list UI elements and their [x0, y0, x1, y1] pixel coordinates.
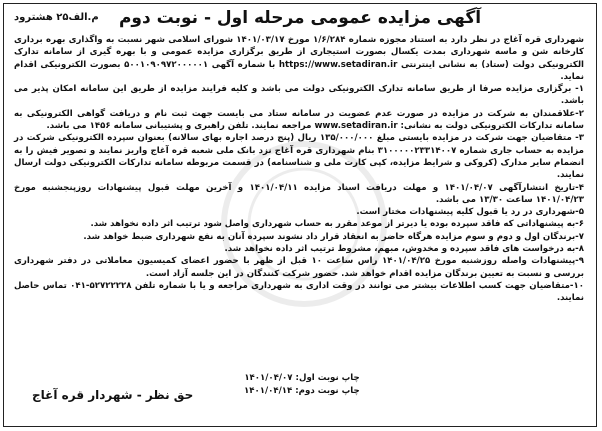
item-1: ۱- برگزاری مزایده صرفا از طریق سامانه تدارک الکترونیکی دولت می باشد و کلیه فرایند مزایده از طریق این سامانه امکان پذیر می باشد. [14, 84, 584, 107]
signature: حق نظر - شهردار قره آغاج [32, 388, 194, 402]
intro-paragraph [14, 34, 584, 83]
intro-end-text: با شماره آگهی ۵۰۰۱۰۹۰۹۷۲۰۰۰۰۰۱ بصورت الکترونیکی اقدام نماید. [14, 59, 584, 82]
item-7: ۷-برندگان اول و دوم و سوم مزایده هرگاه حاضر به انعقاد قرار داد نشوند سپرده آنان به نفع شهرداری ضبط خواهد شد. [83, 231, 584, 242]
item-8: ۸-به درخواست های فاقد سپرده و مخدوش، مبهم، مشروط ترتیب اثر داده نخواهد شد. [224, 244, 584, 255]
item-5: ۵-شهرداری در رد یا قبول کلیه پیشنهادات مختار است. [356, 207, 584, 218]
intro-url-link[interactable]: https://www.setadiran.ir [278, 59, 398, 70]
reference-code: م.الف۲۵ هشترود [14, 12, 99, 23]
item-6: ۶-به پیشنهاداتی که فاقد سپرده بوده یا دیرتر از موعد مقرر به حساب شهرداری واصل شود ترتیب اثر داده نخواهد شد. [90, 219, 584, 230]
notice-body [14, 34, 584, 305]
print-second-date: چاپ نوبت دوم: ۱۴۰۱/۰۴/۱۴ [244, 386, 360, 396]
notice-frame [3, 3, 597, 427]
print-first-date: چاپ نوبت اول: ۱۴۰۱/۰۴/۰۷ [244, 373, 360, 383]
item-10: ۱۰-متقاضیان جهت کسب اطلاعات بیشتر می توانند در وقت اداری به شهرداری مراجعه و یا با شماره تلفن ۵۲۷۲۲۲۲۸-۰۴۱ تماس حاصل نمایند. [14, 280, 584, 304]
item-3: ۳- متقاضیان جهت شرکت در مزایده بایستی مبلغ ۱۳۵/۰۰۰/۰۰۰ ریال (پنج درصد اجاره بهای سالانه) بعنوان سپرده الکترونیکی شرکت در مزایده به حساب جاری شماره ۳۱۰۰۰۰۰۲۳۳۱۴۰۰۷ بنام شهرداری قره آغاج نزد بانک ملی شعبه قره آغاج واریز نمایند و تصویر فیش را به انضمام سایر مدارک (کروکی و شرایط مزایده، کپی کارت ملی و شناسنامه) در قسمت مربوطه سامانه تدارکات الکترونیکی دولت ارسال نمایند. [14, 133, 584, 181]
item-4: ۴-تاریخ انتشارآگهی ۱۴۰۱/۰۴/۰۷ و مهلت دریافت اسناد مزایده ۱۴۰۱/۰۴/۱۱ و آخرین مهلت قبول پیشنهادات روزپنجشنبه مورخ ۱۴۰۱/۰۴/۲۳ ساعت ۱۳/۳۰ می باشد. [14, 182, 584, 205]
item-2: ۲-علاقمندان به شرکت در مزایده در صورت عدم عضویت در سامانه ستاد می بایست جهت ثبت نام و دریافت گواهی الکترونیکی به سامانه تدارکات الکترونیکی دولت به نشانی: www.setadiran.ir مراجعه نمایند. تلفن راهبری و پشتیبانی سامانه ۱۴۵۶ می باشد. [14, 108, 584, 132]
intro-text: شهرداری قره آغاج در نظر دارد به استناد مجوزه شماره ۱/۶/۲۸۴ مورخ ۱۴۰۱/۰۳/۱۷ شورای اسلامی شهر نسبت به واگذاری بهره برداری کارخانه شن و ماسه شهرداری بمدت یکسال بصورت استیجاری از طریق برگزاری مزایده عمومی و با بهره گیری از سامانه تدارک الکترونیکی دولت (ستاد) به نشانی اینترنتی [14, 35, 584, 70]
print-dates [244, 372, 360, 398]
item-9: ۹-پیشنهادات واصله روزشنبه مورخ ۱۴۰۱/۰۴/۲۵ راس ساعت ۱۰ قبل از ظهر با حضور اعضای کمیسیون معاملاتی در دفتر شهرداری بررسی و نسبت به تعیین برندگان مزایده اقدام خواهد شد. حضور شرکت کنندگان در این جلسه آزاد است. [14, 256, 584, 279]
notice-footer [14, 370, 584, 420]
notice-title: آگهی مزایده عمومی مرحله اول - نوبت دوم [118, 8, 482, 28]
